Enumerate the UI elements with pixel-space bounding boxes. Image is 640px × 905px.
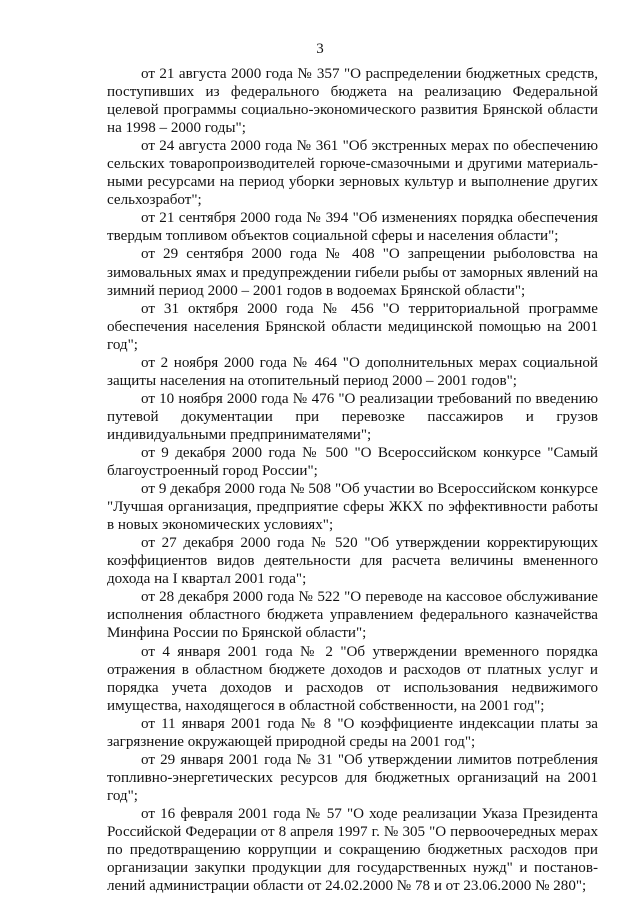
list-item: от 21 сентября 2000 года № 394 "Об изменениях порядка обеспечения твердым топливом объектов социальной сферы и населения области"; [107, 210, 598, 245]
list-item: от 29 января 2001 года № 31 "Об утверждении лимитов потребления топливно-энергетических ресурсов для бюджетных организаций на 2001 год"; [107, 751, 598, 804]
list-item: от 10 ноября 2000 года № 476 "О реализации требований по введению путевой документации при перевозке пассажиров и грузов индивидуальными предпринимателями"; [107, 390, 598, 443]
list-item: от 11 января 2001 года № 8 "О коэффициенте индексации платы за загрязнение окружающей природной среды на 2001 год"; [107, 715, 598, 750]
page-number: 3 [316, 41, 324, 57]
list-item: от 9 декабря 2000 года № 500 "О Всероссийском конкурсе "Самый благоустроенный город России"; [107, 444, 598, 480]
list-item: от 2 ноября 2000 года № 464 "О дополнительных мерах социальной защиты населения на отопительный период 2000 – 2001 годов"; [107, 354, 598, 389]
document-body [107, 65, 598, 895]
list-item: от 4 января 2001 года № 2 "Об утверждении временного порядка отражения в областном бюджете доходов и расходов от платных услуг и порядка учета доходов и расходов от использования недвижимого имущества, находящегося в областной собственности, на 2001 год"; [107, 643, 598, 714]
list-item: от 28 декабря 2000 года № 522 "О переводе на кассовое обслуживание исполнения областного бюджета управлением федерального казначейства Минфина России по Брянской области"; [107, 589, 598, 642]
list-item: от 21 августа 2000 года № 357 "О распределении бюджетных средств, поступивших из федерального бюджета на реализацию Федеральной целевой программы социально-экономического развития Брянской области на 1998 – 2000 годы"; [107, 66, 598, 137]
list-item: от 31 октября 2000 года № 456 "О территориальной программе обеспечения населения Брянской области медицинской помощью на 2001 год"; [107, 300, 598, 353]
list-item: от 9 декабря 2000 года № 508 "Об участии во Всероссийском конкурсе "Лучшая организация, предприятие сферы ЖКХ по эффективности работы в новых экономических условиях"; [107, 481, 598, 534]
list-item: от 29 сентября 2000 года № 408 "О запрещении рыболовства на зимовальных ямах и предупреждении гибели рыбы от заморных явлений на зимний период 2000 – 2001 годов в водоемах Брянской области"; [107, 246, 598, 299]
list-item: от 24 августа 2000 года № 361 "Об экстренных мерах по обеспечению сельских товаропроизводителей горюче-смазочными и другими материальными ресурсами на период уборки зерновых культур и выполнение других сельхозработ"; [107, 138, 598, 209]
list-item: от 27 декабря 2000 года № 520 "Об утверждении корректирующих коэффициентов видов деятельности для расчета величины вмененного дохода на I квартал 2001 года"; [107, 535, 598, 588]
list-item: от 16 февраля 2001 года № 57 "О ходе реализации Указа Президента Российской Федерации от 8 апреля 1997 г. № 305 "О первоочередных мерах по предотвращению коррупции и сокращению бюджетных расходов при организации закупки продукции для государственных нужд" и постановлений администрации области от 24.02.2000 № 78 и от 23.06.2000 № 280"; [107, 805, 598, 895]
